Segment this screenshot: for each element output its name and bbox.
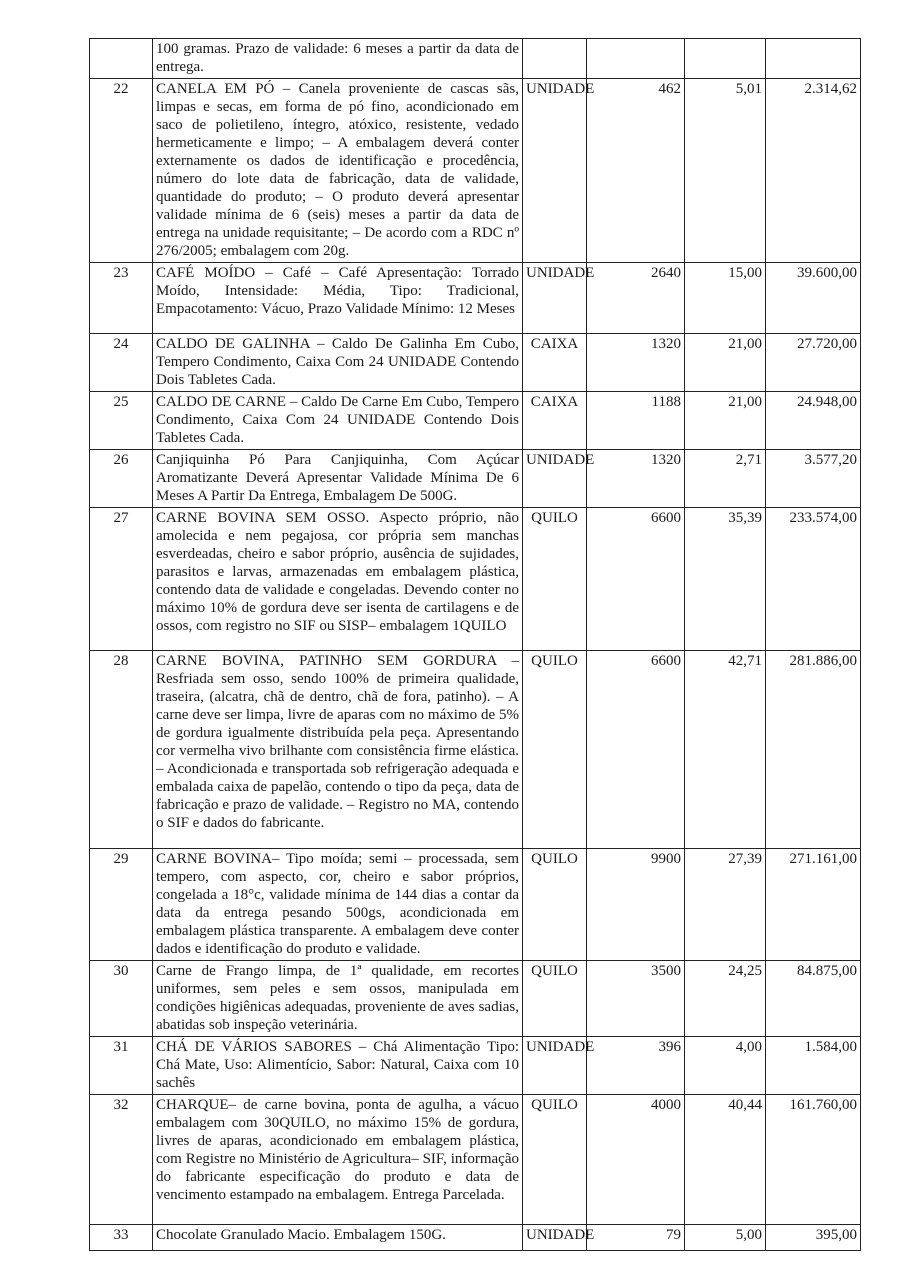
unit-cell: QUILO <box>523 651 587 849</box>
description-cell: CARNE BOVINA SEM OSSO. Aspecto próprio, não amolecida e nem pegajosa, cor própria sem manchas esverdeadas, cheiro e sabor próprio, ausência de sujidades, parasitos e larvas, armazenadas em embalagem plástica, contendo data de validade e congeladas. Devendo conter no máximo 10% de gordura deve ser isenta de cartilagens e de ossos, com registro no SIF ou SISP– embalagem 1QUILO <box>153 508 523 651</box>
total-cell: 395,00 <box>766 1225 861 1251</box>
unit-cell: UNIDADE <box>523 1037 587 1095</box>
description-cell: Canjiquinha Pó Para Canjiquinha, Com Açúcar Aromatizante Deverá Apresentar Validade Mínima De 6 Meses A Partir Da Entrega, Embalagem De 500G. <box>153 450 523 508</box>
quantity-cell: 9900 <box>587 849 685 961</box>
table-row <box>90 651 861 849</box>
unit-price-cell: 27,39 <box>685 849 766 961</box>
unit-cell: UNIDADE <box>523 263 587 334</box>
table-row <box>90 392 861 450</box>
total-cell: 1.584,00 <box>766 1037 861 1095</box>
description-cell: CHÁ DE VÁRIOS SABORES – Chá Alimentação Tipo: Chá Mate, Uso: Alimentício, Sabor: Natural, Caixa com 10 sachês <box>153 1037 523 1095</box>
item-number-cell: 27 <box>90 508 153 651</box>
item-number-cell: 28 <box>90 651 153 849</box>
unit-cell: QUILO <box>523 508 587 651</box>
unit-price-cell: 5,00 <box>685 1225 766 1251</box>
item-number-cell: 23 <box>90 263 153 334</box>
description-cell: CALDO DE CARNE – Caldo De Carne Em Cubo, Tempero Condimento, Caixa Com 24 UNIDADE Contendo Dois Tabletes Cada. <box>153 392 523 450</box>
unit-price-cell: 15,00 <box>685 263 766 334</box>
description-cell: CARNE BOVINA– Tipo moída; semi – processada, sem tempero, com aspecto, cor, cheiro e sabor próprios, congelada a 18°c, validade mínima de 144 dias a contar da data da entrega pesando 500gs, acondicionada em embalagem plástica transparente. A embalagem deve conter dados e identificação do produto e validade. <box>153 849 523 961</box>
unit-cell <box>523 39 587 79</box>
unit-cell: UNIDADE <box>523 450 587 508</box>
unit-cell: CAIXA <box>523 392 587 450</box>
total-cell: 39.600,00 <box>766 263 861 334</box>
items-table <box>89 38 861 1251</box>
item-number-cell <box>90 39 153 79</box>
quantity-cell: 3500 <box>587 961 685 1037</box>
quantity-cell: 79 <box>587 1225 685 1251</box>
document-page <box>89 38 861 1251</box>
description-cell: CALDO DE GALINHA – Caldo De Galinha Em Cubo, Tempero Condimento, Caixa Com 24 UNIDADE Contendo Dois Tabletes Cada. <box>153 334 523 392</box>
item-number-cell: 26 <box>90 450 153 508</box>
total-cell: 2.314,62 <box>766 79 861 263</box>
table-row <box>90 334 861 392</box>
unit-cell: UNIDADE <box>523 79 587 263</box>
total-cell: 161.760,00 <box>766 1095 861 1225</box>
unit-price-cell <box>685 39 766 79</box>
table-row <box>90 1037 861 1095</box>
description-cell: CANELA EM PÓ – Canela proveniente de cascas sãs, limpas e secas, em forma de pó fino, acondicionado em saco de polietileno, íntegro, atóxico, resistente, vedado hermeticamente e limpo; – A embalagem deverá conter externamente os dados de identificação e procedência, número do lote data de fabricação, data de validade, quantidade do produto; – O produto deverá apresentar validade mínima de 6 (seis) meses a partir da data de entrega na unidade requisitante; – De acordo com a RDC nº 276/2005; embalagem com 20g. <box>153 79 523 263</box>
description-cell: 100 gramas. Prazo de validade: 6 meses a partir da data de entrega. <box>153 39 523 79</box>
table-row <box>90 450 861 508</box>
table-row <box>90 508 861 651</box>
unit-price-cell: 40,44 <box>685 1095 766 1225</box>
total-cell: 24.948,00 <box>766 392 861 450</box>
table-row <box>90 1095 861 1225</box>
item-number-cell: 24 <box>90 334 153 392</box>
description-cell: Chocolate Granulado Macio. Embalagem 150G. <box>153 1225 523 1251</box>
item-number-cell: 31 <box>90 1037 153 1095</box>
unit-price-cell: 2,71 <box>685 450 766 508</box>
total-cell <box>766 39 861 79</box>
description-cell: CHARQUE– de carne bovina, ponta de agulha, a vácuo embalagem com 30QUILO, no máximo 15% de gordura, livres de aparas, acondicionado em embalagem plástica, com Registre no Ministério de Agricultura– SIF, informação do fabricante especificação do produto e data de vencimento estampado na embalagem. Entrega Parcelada. <box>153 1095 523 1225</box>
quantity-cell: 1320 <box>587 334 685 392</box>
quantity-cell: 1188 <box>587 392 685 450</box>
total-cell: 281.886,00 <box>766 651 861 849</box>
quantity-cell: 6600 <box>587 508 685 651</box>
table-row <box>90 263 861 334</box>
item-number-cell: 25 <box>90 392 153 450</box>
quantity-cell: 2640 <box>587 263 685 334</box>
unit-price-cell: 42,71 <box>685 651 766 849</box>
unit-price-cell: 21,00 <box>685 392 766 450</box>
quantity-cell: 1320 <box>587 450 685 508</box>
table-row <box>90 79 861 263</box>
unit-cell: QUILO <box>523 1095 587 1225</box>
unit-price-cell: 24,25 <box>685 961 766 1037</box>
description-cell: CAFÉ MOÍDO – Café – Café Apresentação: Torrado Moído, Intensidade: Média, Tipo: Tradicional, Empacotamento: Vácuo, Prazo Validade Mínimo: 12 Meses <box>153 263 523 334</box>
table-row <box>90 1225 861 1251</box>
unit-price-cell: 4,00 <box>685 1037 766 1095</box>
quantity-cell: 396 <box>587 1037 685 1095</box>
item-number-cell: 33 <box>90 1225 153 1251</box>
table-row <box>90 849 861 961</box>
item-number-cell: 30 <box>90 961 153 1037</box>
unit-price-cell: 21,00 <box>685 334 766 392</box>
total-cell: 3.577,20 <box>766 450 861 508</box>
description-cell: Carne de Frango limpa, de 1ª qualidade, em recortes uniformes, sem peles e sem ossos, manipulada em condições higiênicas adequadas, proveniente de aves sadias, abatidas sob inspeção veterinária. <box>153 961 523 1037</box>
total-cell: 27.720,00 <box>766 334 861 392</box>
total-cell: 84.875,00 <box>766 961 861 1037</box>
table-row <box>90 961 861 1037</box>
unit-cell: QUILO <box>523 961 587 1037</box>
description-cell: CARNE BOVINA, PATINHO SEM GORDURA – Resfriada sem osso, sendo 100% de primeira qualidade, traseira, (alcatra, chã de dentro, chã de fora, patinho). – A carne deve ser limpa, livre de aparas com no máximo de 5% de gordura igualmente distribuída pela peça. Apresentando cor vermelha vivo brilhante com consistência firme elástica. – Acondicionada e transportada sob refrigeração adequada e embalada caixa de papelão, contendo o tipo da peça, data de fabricação e prazo de validade. – Registro no MA, contendo o SIF e dados do fabricante. <box>153 651 523 849</box>
item-number-cell: 32 <box>90 1095 153 1225</box>
unit-cell: CAIXA <box>523 334 587 392</box>
unit-price-cell: 35,39 <box>685 508 766 651</box>
quantity-cell <box>587 39 685 79</box>
item-number-cell: 22 <box>90 79 153 263</box>
quantity-cell: 6600 <box>587 651 685 849</box>
unit-price-cell: 5,01 <box>685 79 766 263</box>
unit-cell: UNIDADE <box>523 1225 587 1251</box>
unit-cell: QUILO <box>523 849 587 961</box>
quantity-cell: 462 <box>587 79 685 263</box>
quantity-cell: 4000 <box>587 1095 685 1225</box>
table-row-continuation <box>90 39 861 79</box>
total-cell: 271.161,00 <box>766 849 861 961</box>
item-number-cell: 29 <box>90 849 153 961</box>
total-cell: 233.574,00 <box>766 508 861 651</box>
